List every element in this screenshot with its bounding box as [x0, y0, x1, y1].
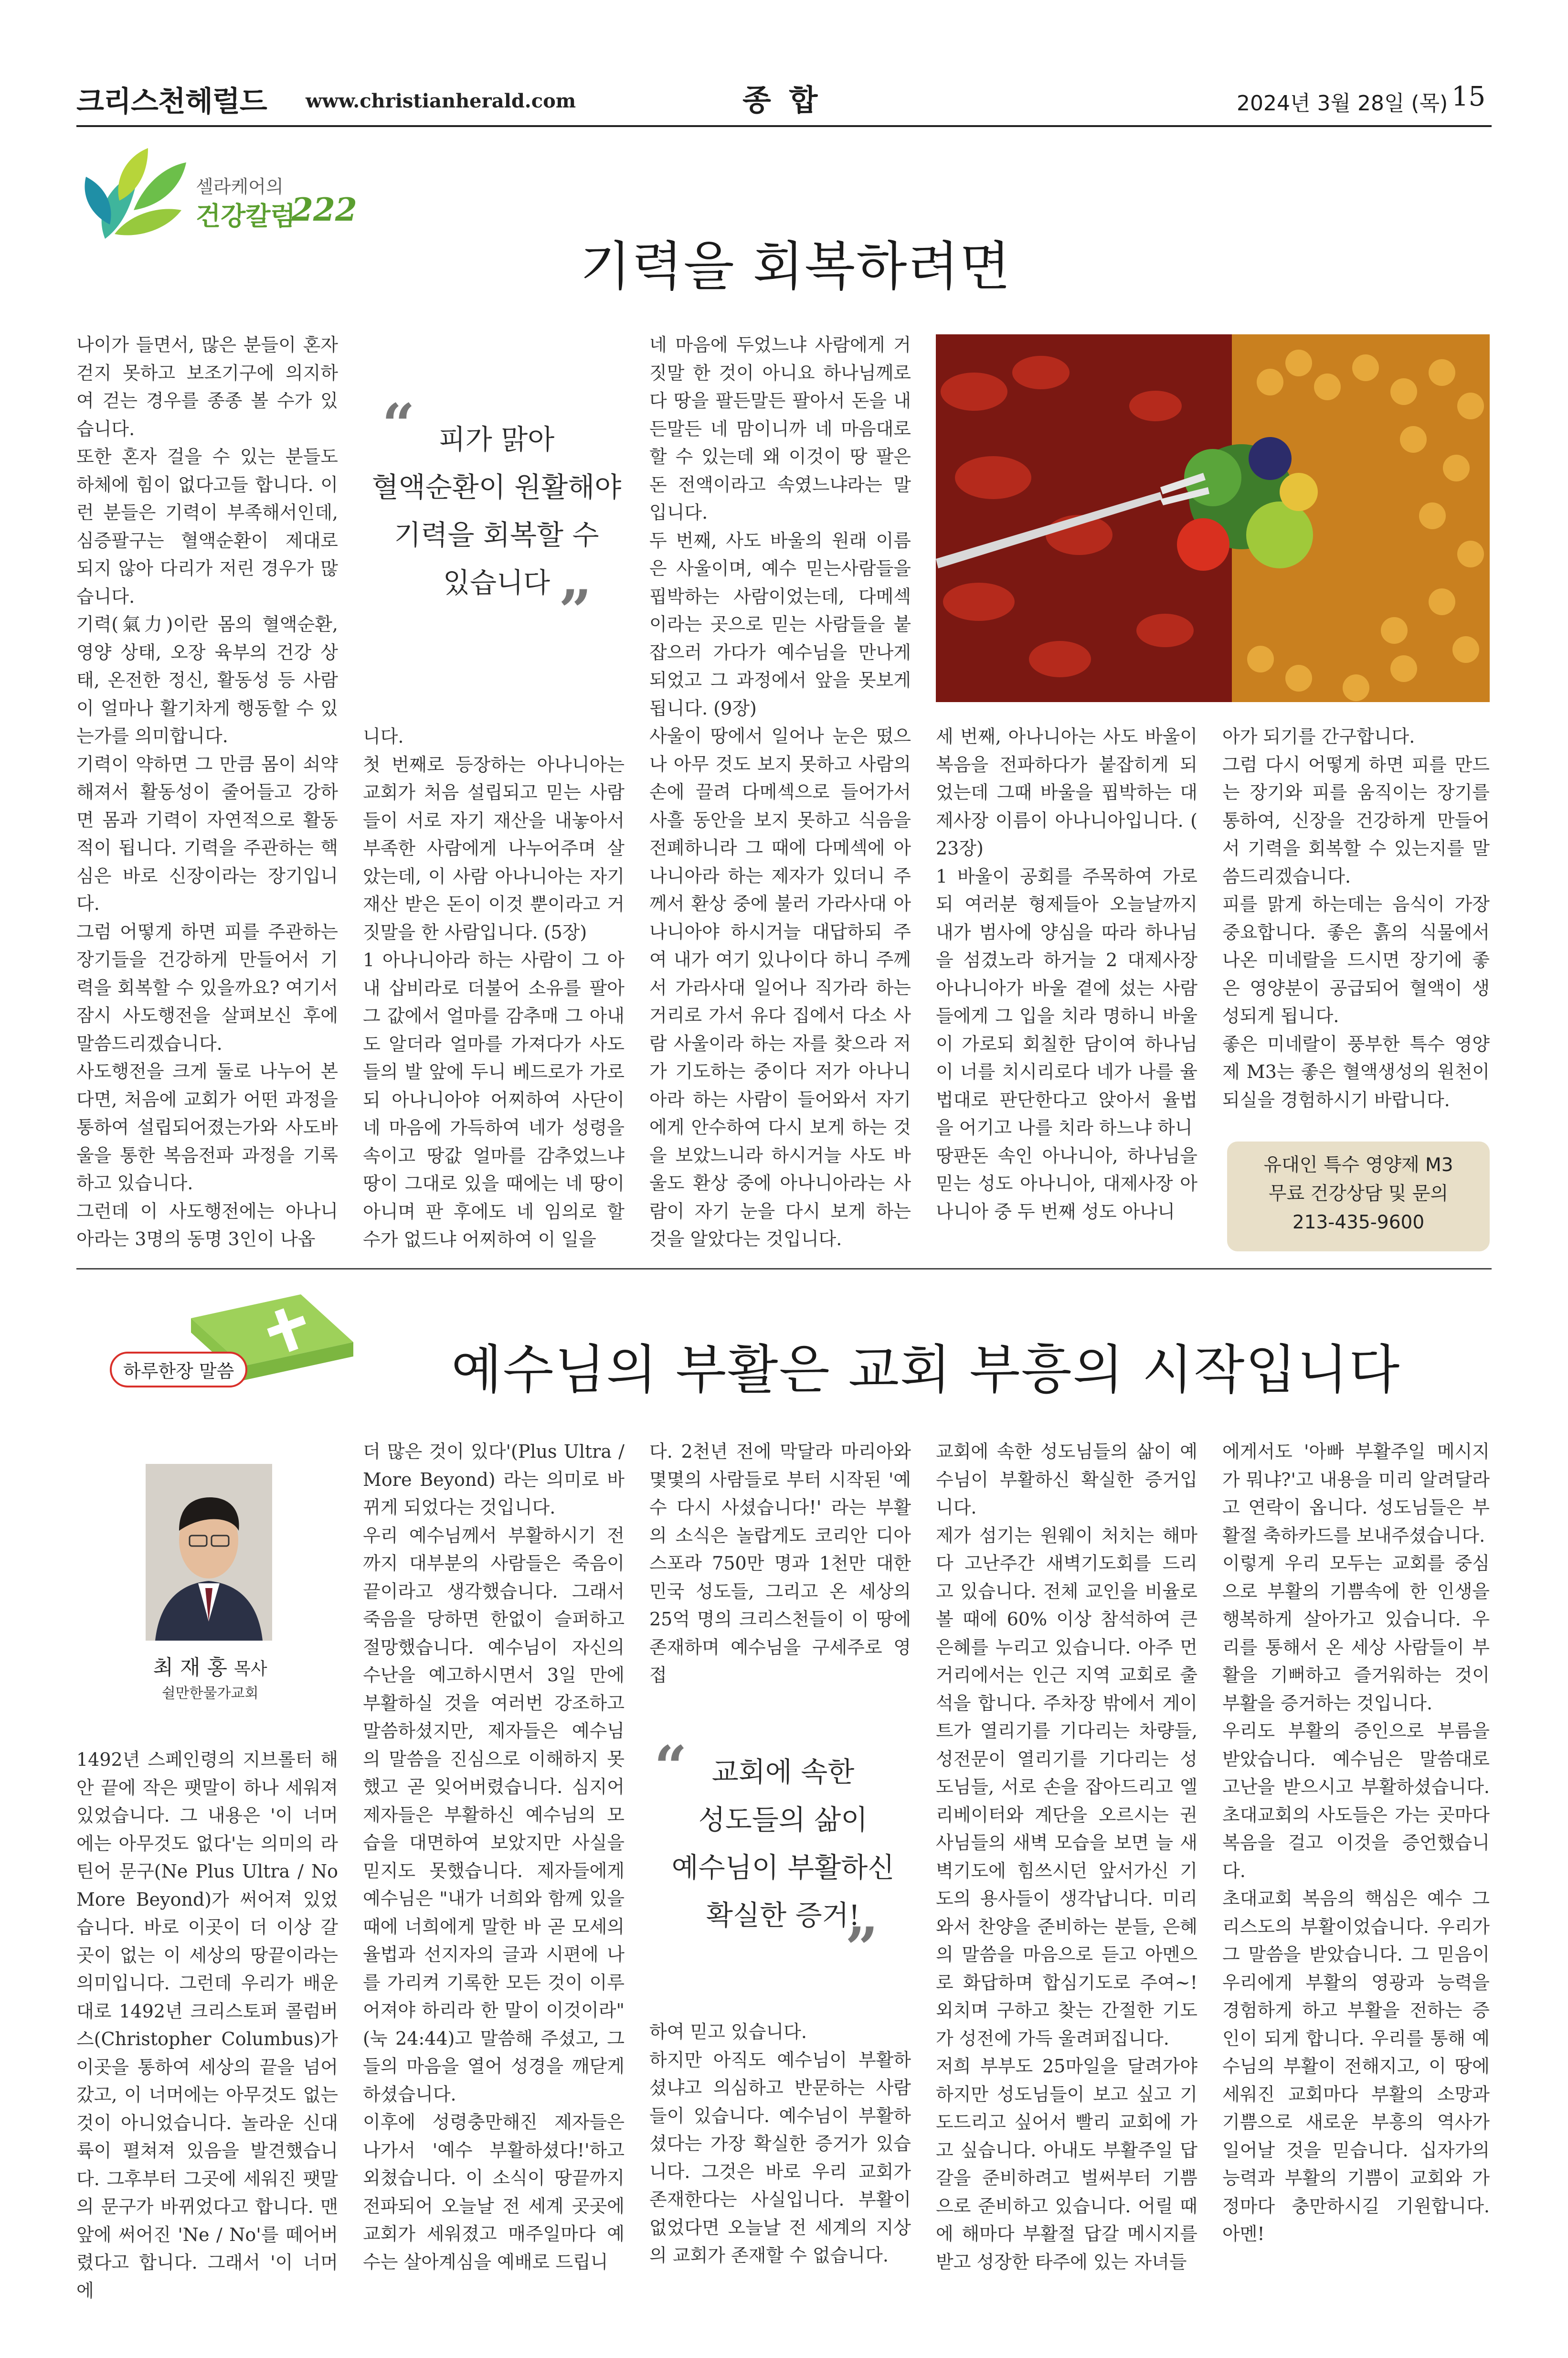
health-column-logo	[76, 143, 357, 253]
article1-col2: 니다. 첫 번째로 등장하는 아나니아는 교회가 처음 설립되고 믿는 사람들이 서로 자기 재산을 내놓아서 부족한 사람에게 나누어주며 살았는데, 이 사람 아나니아는 자기 재산 받은 돈이 이것 뿐이라고 거짓말을 한 사람입니다. (5장) 1 아나니아라 하는 사람이 그 아내 삽비라로 더불어 소유를 팔아 그 값에서 얼마를 감추매 그 아내도 알더라 얼마를 가져다가 사도들의 발 앞에 두니 베드로가 가로되 아나니아야 어찌하여 사단이 네 마음에 가득하여 네가 성령을 속이고 땅값 얼마를 감추었느냐 땅이 그대로 있을 때에는 네 땅이 아니며 판 후에도 네 임의로 할 수가 없드냐 어찌하여 이 일을	[363, 726, 625, 1250]
masthead-paper-name: 크리스천헤럴드	[76, 85, 267, 118]
quote-close-mark: ”	[559, 577, 592, 645]
article1-col4: 세 번째, 아나니아는 사도 바울이 복음을 전파하다가 붙잡히게 되었는데 그때 바울을 핍박하는 대제사장 이름이 아나니아입니다. ( 23장) 1 바울이 공회를 주목하여 가로되 여러분 형제들아 오늘날까지 내가 범사에 양심을 따라 하나님을 섬겼노라 하거늘 2 대제사장 아나니아가 바울 곁에 섰는 사람들에게 그 입을 치라 명하니 바울이 가로되 회칠한 담이여 하나님이 너를 치시리로다 네가 나를 율법대로 판단한다고 앉아서 율법을 어기고 나를 치라 하느냐 하니 땅판돈 속인 아나니아, 하나님을 믿는 성도 아나니아, 대제사장 아나니아 중 두 번째 성도 아나니	[936, 726, 1197, 1222]
header-rule	[76, 125, 1492, 127]
article2-col5: 에게서도 '아빠 부활주일 메시지가 뭐냐?'고 내용을 미리 알려달라고 연락이 옵니다. 성도님들은 부활절 축하카드를 보내주셨습니다. 이렇게 우리 모두는 교회를 중심으로 부활의 기쁨속에 한 인생을 행복하게 살아가고 있습니다. 우리를 통해서 온 세상 사람들이 부활을 기뻐하고 즐거워하는 것이 부활을 증거하는 것입니다. 우리도 부활의 증인으로 부름을 받았습니다. 예수님은 말씀대로 고난을 받으시고 부활하셨습니다. 초대교회의 사도들은 가는 곳마다 복음을 걸고 이것을 증언했습니다. 초대교회 복음의 핵심은 예수 그리스도의 부활이었습니다. 우리가 그 말씀을 받았습니다. 그 믿음이 우리에게 부활의 영광과 능력을 경험하게 하고 부활을 전하는 증인이 되게 합니다. 우리를 통해 예수님의 부활이 전해지고, 이 땅에 세워진 교회마다 부활의 소망과 기쁨으로 새로운 부흥의 역사가 일어날 것을 믿습니다. 십자가의 능력과 부활의 기쁨이 교회와 가정마다 충만하시길 기원합니다. 아멘!	[1222, 1441, 1490, 2244]
article2-col3b: 하여 믿고 있습니다. 하지만 아직도 예수님이 부활하셨냐고 의심하고 반문하는 사람들이 있습니다. 예수님이 부활하셨다는 가장 확실한 증거가 있습니다. 그것은 바로 우리 교회가 존재한다는 사실입니다. 부활이 없었다면 오늘날 전 세계의 지상의 교회가 존재할 수 없습니다.	[649, 2021, 911, 2266]
article2-col1: 1492년 스페인령의 지브롤터 해안 끝에 작은 팻말이 하나 세워져 있었습니다. 그 내용은 '이 너머에는 아무것도 없다'는 의미의 라틴어 문구(Ne Plus Ultra / No More Beyond)가 써어져 있었습니다. 바로 이곳이 더 이상 갈 곳이 없는 이 세상의 땅끝이라는 의미입니다. 그런데 우리가 배운대로 1492년 크리스토퍼 콜럼버스(Christopher Columbus)가 이곳을 통하여 세상의 끝을 넘어갔고, 이 너머에는 아무것도 없는 것이 아니었습니다. 놀라운 신대륙이 펼쳐져 있음을 발견했습니다. 그후부터 그곳에 세워진 팻말의 문구가 바뀌었다고 합니다. 맨 앞에 써어진 'Ne / No'를 떼어버렸다고 합니다. 그래서 '이 너머에	[76, 1749, 338, 2301]
health-column-series: 셀라케어의	[196, 176, 284, 197]
health-column-name: 건강칼럼	[196, 201, 296, 231]
pull-quote-line: 성도들의 삶이	[698, 1803, 868, 1836]
ad-contact-box	[1227, 1142, 1490, 1251]
article2-col2: 더 많은 것이 있다'(Plus Ultra / More Beyond) 라는 의미로 바뀌게 되었다는 것입니다. 우리 예수님께서 부활하시기 전까지 대부분의 사람들은 죽음이 끝이라고 생각했습니다. 그래서 죽음을 당하면 한없이 슬퍼하고 절망했습니다. 예수님이 자신의 수난을 예고하시면서 3일 만에 부활하실 것을 여러번 강조하고 말씀하셨지만, 제자들은 예수님의 말씀을 진심으로 이해하지 못했고 곧 잊어버렸습니다. 심지어 제자들은 부활하신 예수님의 모습을 대면하여 보았지만 사실을 믿지도 못했습니다. 제자들에게 예수님은 "내가 너희와 함께 있을 때에 너희에게 말한 바 곧 모세의 율법과 선지자의 글과 시편에 나를 가리켜 기록한 모든 것이 이루어져야 하리라 한 말이 이것이라"(눅 24:44)고 말씀해 주셨고, 그들의 마음을 열어 성경을 깨닫게 하셨습니다. 이후에 성령충만해진 제자들은 나가서 '예수 부활하셨다!'하고 외쳤습니다. 이 소식이 땅끝까지 전파되어 오늘날 전 세계 곳곳에 교회가 세워졌고 매주일마다 예수는 살아계심을 예배로 드립니	[363, 1441, 625, 2273]
article2-pull-quote	[649, 1748, 917, 1939]
pull-quote-line: 확실한 증거!	[706, 1899, 860, 1931]
daily-word-label: 하루한장 말씀	[110, 1352, 247, 1387]
blood-cells-illustration	[936, 334, 1490, 702]
section-title: 종 합	[742, 83, 822, 117]
article2-col3: 다. 2천년 전에 막달라 마리아와 몇몇의 사람들로 부터 시작된 '예수 다시 사셨습니다!' 라는 부활의 소식은 놀랍게도 코리안 디아스포라 750만 명과 1천만 대한민국 성도들, 그리고 온 세상의 25억 명의 크리스천들이 이 땅에 존재하며 예수님을 구세주로 영접	[649, 1441, 911, 1686]
pull-quote-line: 기력을 회복할 수	[394, 519, 599, 551]
article1-col5: 아가 되기를 간구합니다. 그럼 다시 어떻게 하면 피를 만드는 장기와 피를 움직이는 장기를 통하여, 신장을 건강하게 만들어서 기력을 회복할 수 있는지를 말씀드리겠습니다. 피를 맑게 하는데는 음식이 가장 중요합니다. 좋은 흙의 식물에서 나온 미네랄을 드시면 장기에 좋은 영양분이 공급되어 혈액이 생성되게 됩니다. 좋은 미네랄이 풍부한 특수 영양제 M3는 좋은 혈액생성의 원천이 되실을 경험하시기 바랍니다.	[1222, 726, 1490, 1110]
quote-close-mark: ”	[845, 1915, 879, 1982]
author-church: 쉴만한물가교회	[161, 1685, 259, 1702]
section-divider	[76, 1268, 1492, 1270]
issue-date: 2024년 3월 28일 (목)	[1237, 91, 1448, 116]
pull-quote-line: 있습니다	[443, 566, 551, 599]
pull-quote-line: 교회에 속한	[711, 1756, 855, 1788]
ad-line: 무료 건강상담 및 문의	[1268, 1183, 1449, 1205]
article1-col1: 나이가 들면서, 많은 분들이 혼자 걷지 못하고 보조기구에 의지하여 걷는 경우를 종종 볼 수가 있습니다. 또한 혼자 걸을 수 있는 분들도 하체에 힘이 없다고들 합니다. 이런 분들은 기력이 부족해서인데, 심증팔구는 혈액순환이 제대로 되지 않아 다리가 저린 경우가 많습니다. 기력(氣力)이란 몸의 혈액순환, 영양 상태, 오장 육부의 건강 상태, 온전한 정신, 활동성 등 사람이 얼마나 활기차게 행동할 수 있는가를 의미합니다. 기력이 약하면 그 만큼 몸이 쇠약해져서 활동성이 줄어들고 강하면 몸과 기력이 자연적으로 활동적이 됩니다. 기력을 주관하는 핵심은 바로 신장이라는 장기입니다. 그럼 어떻게 하면 피를 주관하는 장기들을 건강하게 만들어서 기력을 회복할 수 있을까요? 여기서 잠시 사도행전을 살펴보신 후에 말씀드리겠습니다. 사도행전을 크게 둘로 나누어 본다면, 처음에 교회가 어떤 과정을 통하여 설립되어졌는가와 사도바울을 통한 복음전파 과정을 기록하고 있습니다. 그런데 이 사도행전에는 아나니아라는 3명의 동명 3인이 나옵	[76, 334, 338, 1249]
quote-open-mark: “	[654, 1733, 688, 1801]
article2-col4: 교회에 속한 성도님들의 삶이 예수님이 부활하신 확실한 증거입니다. 제가 섬기는 원웨이 처치는 해마다 고난주간 새벽기도회를 드리고 있습니다. 전체 교인을 비율로 볼 때에 60% 이상 참석하여 큰 은혜를 누리고 있습니다. 아주 먼 거리에서는 인근 지역 교회로 출석을 합니다. 주차장 밖에서 게이트가 열리기를 기다리는 차량들, 성전문이 열리기를 기다리는 성도님들, 서로 손을 잡아드리고 엘리베이터와 계단을 오르시는 권사님들의 새벽 모습을 보면 늘 새벽기도에 힘쓰시던 앞서가신 기도의 용사들이 생각납니다. 미리와서 찬양을 준비하는 분들, 은혜의 말씀을 마음으로 듣고 아멘으로 화답하며 합심기도로 주여~! 외치며 구하고 찾는 간절한 기도가 성전에 가득 울려퍼집니다. 저희 부부도 25마일을 달려가야 하지만 성도님들이 보고 싶고 기도드리고 싶어서 빨리 교회에 가고 싶습니다. 아내도 부활주일 답갈을 준비하려고 벌써부터 기쁨으로 준비하고 있습니다. 어릴 때에 해마다 부활절 답갈 메시지를 받고 성장한 타주에 있는 자녀들	[936, 1441, 1197, 2273]
article1-col3: 네 마음에 두었느냐 사람에게 거짓말 한 것이 아니요 하나님께로다 땅을 팔든말든 팔아서 돈을 내든말든 네 맘이니까 네 마음대로 할 수 있는데 왜 이것이 땅 팔은 돈 전액이라고 속였느냐라는 말입니다. 두 번째, 사도 바울의 원래 이름은 사울이며, 예수 믿는사람들을 핍박하는 사람이었는데, 다메섹이라는 곳으로 믿는 사람들을 붙잡으러 가다가 예수님을 만나게 되었고 그 과정에서 앞을 못보게 됩니다. (9장) 사울이 땅에서 일어나 눈은 떴으나 아무 것도 보지 못하고 사람의 손에 끌려 다메섹으로 들어가서 사흘 동안을 보지 못하고 식음을 전폐하니라 그 때에 다메섹에 아나니아라 하는 제자가 있더니 주께서 환상 중에 불러 가라사대 아나니아야 하시거늘 대답하되 주여 내가 여기 있나이다 하니 주께서 가라사대 일어나 직가라 하는 거리로 가서 유다 집에서 다소 사람 사울이라 하는 자를 찾으라 저가 기도하는 중이다 저가 아나니아라 하는 사람이 들어와서 자기에게 안수하여 다시 보게 하는 것을 보았느니라 하시거늘 사도 바울도 환상 중에 아나니아라는 사람이 자기 눈을 다시 보게 하는 것을 알았다는 것입니다.	[649, 334, 911, 1249]
leaf-icon	[76, 143, 196, 253]
ad-phone[interactable]: 213-435-9600	[1292, 1212, 1425, 1233]
author-name	[143, 1650, 277, 1681]
daily-word-badge	[95, 1285, 325, 1428]
article1-title: 기력을 회복하려면	[580, 236, 1012, 297]
ad-line: 유대인 특수 영양제 M3	[1263, 1154, 1453, 1176]
page-number: 15	[1451, 81, 1486, 112]
quote-open-mark: “	[382, 391, 415, 459]
pull-quote-line: 예수님이 부활하신	[671, 1851, 895, 1884]
pull-quote-line: 혈액순환이 원활해야	[371, 471, 622, 503]
masthead-url[interactable]: www.christianherald.com	[306, 90, 576, 112]
author-name-text: 최 재 홍	[153, 1655, 227, 1680]
health-column-number: 222	[291, 191, 357, 228]
article2-title: 예수님의 부활은 교회 부흥의 시작입니다	[451, 1339, 1401, 1400]
pull-quote-line: 피가 맑아	[438, 423, 555, 456]
author-photo	[146, 1464, 272, 1641]
author-role: 목사	[233, 1659, 267, 1679]
